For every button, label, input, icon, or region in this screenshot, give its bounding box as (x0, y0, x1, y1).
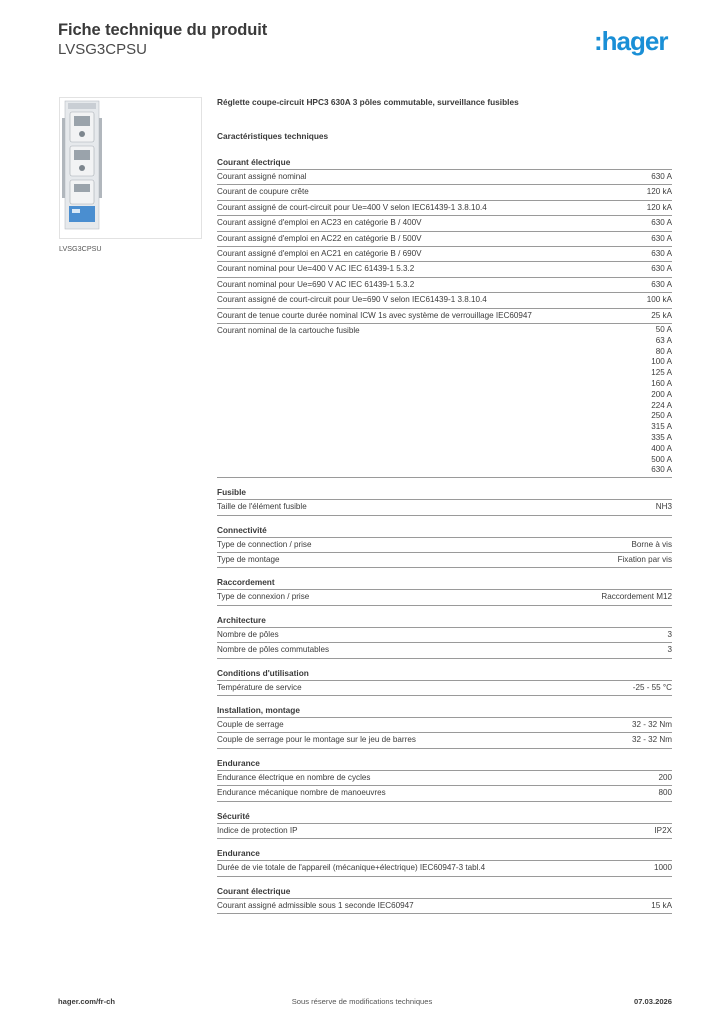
spec-group (217, 704, 672, 749)
spec-content (217, 96, 672, 922)
spec-group (217, 486, 672, 515)
product-image (59, 97, 202, 239)
spec-value: 630 A (651, 233, 672, 243)
specs-heading: Caractéristiques techniques (217, 131, 329, 141)
page-title: Fiche technique du produit (58, 21, 268, 39)
spec-label: Courant assigné admissible sous 1 seconde IEC60947 (217, 900, 414, 910)
spec-value: NH3 (655, 502, 672, 512)
spec-label: Courant assigné d'emploi en AC21 en catégorie B / 690V (217, 249, 422, 259)
spec-value: Raccordement M12 (601, 592, 672, 602)
spec-row (217, 185, 672, 200)
spec-values (643, 171, 672, 183)
spec-value: 630 A (651, 249, 672, 259)
spec-row (217, 170, 672, 185)
spec-values (643, 279, 672, 291)
spec-row (217, 786, 672, 801)
spec-value: 160 A (651, 379, 672, 389)
spec-values (643, 325, 672, 476)
spec-row (217, 590, 672, 605)
spec-row (217, 718, 672, 733)
group-title: Endurance (217, 847, 672, 861)
spec-row (217, 824, 672, 839)
spec-values (643, 233, 672, 245)
group-title: Courant électrique (217, 885, 672, 899)
spec-values (624, 539, 673, 551)
spec-value: 120 kA (646, 187, 672, 197)
spec-values (625, 682, 672, 694)
spec-group (217, 667, 672, 696)
spec-values (643, 310, 672, 322)
spec-row (217, 262, 672, 277)
spec-row (217, 293, 672, 308)
spec-label: Durée de vie totale de l'appareil (mécanique+électrique) IEC60947-3 tabl.4 (217, 863, 486, 873)
spec-value: 200 A (651, 389, 672, 399)
spec-label: Courant nominal de la cartouche fusible (217, 326, 360, 336)
spec-group (217, 810, 672, 839)
spec-values (639, 186, 672, 198)
spec-values (650, 787, 672, 799)
spec-row (217, 324, 672, 478)
spec-row (217, 643, 672, 658)
spec-row (217, 538, 672, 553)
product-description: Réglette coupe-circuit HPC3 630A 3 pôles commutable, surveillance fusibles (217, 97, 519, 107)
spec-label: Courant assigné de court-circuit pour Ue=400 V selon IEC61439-1 3.8.10.4 (217, 202, 487, 212)
spec-label: Type de connexion / prise (217, 592, 310, 602)
spec-values (624, 719, 672, 731)
spec-label: Couple de serrage pour le montage sur le jeu de barres (217, 735, 416, 745)
group-title: Courant électrique (217, 156, 672, 170)
spec-group (217, 614, 672, 659)
spec-value: 32 - 32 Nm (631, 735, 672, 745)
spec-value: 25 kA (651, 310, 672, 320)
spec-values (648, 501, 672, 513)
spec-label: Couple de serrage (217, 720, 284, 730)
footer-website: hager.com/fr-ch (58, 997, 115, 1006)
spec-row (217, 500, 672, 515)
spec-value: 400 A (651, 443, 672, 453)
spec-value: 63 A (655, 335, 672, 345)
spec-value: 800 (658, 788, 672, 798)
spec-value: IP2X (654, 825, 672, 835)
spec-values (643, 263, 672, 275)
spec-value: 50 A (655, 325, 672, 335)
spec-value: 315 A (651, 422, 672, 432)
spec-groups (217, 156, 672, 914)
spec-values (639, 294, 672, 306)
spec-value: 1000 (653, 863, 672, 873)
spec-values (646, 825, 672, 837)
product-reference: LVSG3CPSU (58, 41, 147, 58)
spec-label: Courant de tenue courte durée nominal ICW 1s avec système de verrouillage IEC60947 (217, 310, 532, 320)
spec-value: 630 A (651, 172, 672, 181)
spec-group (217, 885, 672, 914)
spec-value: 630 A (651, 465, 672, 475)
spec-label: Courant de coupure crête (217, 187, 309, 197)
spec-value: 630 A (651, 218, 672, 228)
group-title: Conditions d'utilisation (217, 667, 672, 681)
spec-values (659, 629, 672, 641)
hager-logo (594, 26, 674, 58)
spec-values (659, 644, 672, 656)
spec-label: Indice de protection IP (217, 825, 298, 835)
logo-text: :hager (594, 26, 668, 56)
spec-row (217, 771, 672, 786)
spec-row (217, 628, 672, 643)
spec-row (217, 861, 672, 876)
spec-row (217, 278, 672, 293)
spec-label: Nombre de pôles commutables (217, 645, 330, 655)
spec-label: Courant assigné de court-circuit pour Ue=690 V selon IEC61439-1 3.8.10.4 (217, 295, 487, 305)
group-title: Architecture (217, 614, 672, 628)
spec-values (624, 734, 672, 746)
spec-label: Courant nominal pour Ue=400 V AC IEC 61439-1 5.3.2 (217, 264, 415, 274)
spec-label: Endurance mécanique nombre de manoeuvres (217, 788, 386, 798)
spec-label: Courant assigné d'emploi en AC23 en catégorie B / 400V (217, 218, 422, 228)
spec-values (650, 772, 672, 784)
group-title: Sécurité (217, 810, 672, 824)
spec-values (646, 862, 672, 874)
spec-row (217, 899, 672, 914)
spec-label: Nombre de pôles (217, 629, 279, 639)
spec-label: Type de montage (217, 555, 280, 565)
spec-group (217, 757, 672, 802)
spec-value: 15 kA (651, 900, 672, 910)
spec-values (643, 900, 672, 912)
group-title: Installation, montage (217, 704, 672, 718)
spec-value: 100 A (651, 357, 672, 367)
group-title: Raccordement (217, 576, 672, 590)
group-title: Connectivité (217, 524, 672, 538)
spec-value: 500 A (651, 454, 672, 464)
spec-value: 200 (658, 772, 672, 782)
spec-value: 630 A (651, 279, 672, 289)
spec-group (217, 524, 672, 569)
spec-value: Borne à vis (631, 539, 672, 549)
spec-values (639, 202, 672, 214)
spec-row (217, 216, 672, 231)
spec-value: 32 - 32 Nm (631, 720, 672, 730)
spec-label: Courant nominal pour Ue=690 V AC IEC 61439-1 5.3.2 (217, 279, 415, 289)
footer-date: 07.03.2026 (633, 997, 672, 1006)
spec-row (217, 733, 672, 748)
spec-value: 250 A (651, 411, 672, 421)
group-title: Fusible (217, 486, 672, 500)
spec-row (217, 201, 672, 216)
spec-value: 3 (667, 629, 672, 639)
spec-value: 3 (667, 645, 672, 655)
spec-value: 630 A (651, 264, 672, 274)
spec-values (610, 554, 672, 566)
spec-group (217, 156, 672, 478)
group-title: Endurance (217, 757, 672, 771)
spec-row (217, 309, 672, 324)
spec-value: 335 A (651, 433, 672, 443)
spec-value: 120 kA (646, 202, 672, 212)
spec-group (217, 847, 672, 876)
spec-label: Température de service (217, 682, 302, 692)
spec-values (593, 591, 672, 603)
spec-value: 80 A (655, 346, 672, 356)
footer-disclaimer: Sous réserve de modifications techniques (291, 997, 433, 1006)
spec-values (643, 248, 672, 260)
spec-label: Courant assigné d'emploi en AC22 en catégorie B / 500V (217, 233, 422, 243)
image-caption: LVSG3CPSU (59, 244, 102, 253)
spec-values (643, 217, 672, 229)
spec-row (217, 553, 672, 568)
spec-label: Taille de l'élément fusible (217, 502, 307, 512)
spec-value: 125 A (651, 368, 672, 378)
spec-label: Type de connection / prise (217, 539, 312, 549)
spec-value: 224 A (651, 400, 672, 410)
spec-row (217, 247, 672, 262)
spec-label: Courant assigné nominal (217, 172, 307, 181)
spec-row (217, 681, 672, 696)
spec-value: 100 kA (646, 295, 672, 305)
spec-row (217, 232, 672, 247)
spec-label: Endurance électrique en nombre de cycles (217, 772, 371, 782)
spec-value: -25 - 55 °C (632, 682, 672, 692)
spec-group (217, 576, 672, 605)
fuse-rail-illustration (60, 98, 201, 238)
spec-value: Fixation par vis (617, 555, 672, 565)
